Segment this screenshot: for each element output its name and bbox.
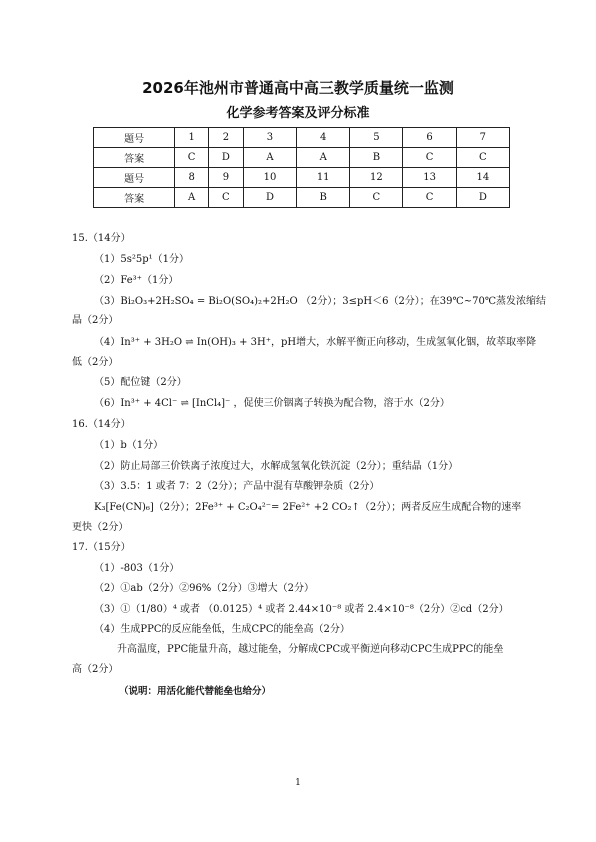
table-cell: D — [208, 148, 243, 168]
page-title: 2026年池州市普通高中高三教学质量统一监测 — [142, 79, 454, 97]
q16-answer-4: K₃[Fe(CN)₆]（2分）；2Fe³⁺ + C₂O₄²⁻= 2Fe²⁺ +2 CO₂↑（2分）；两者反应生成配合物的速率 — [94, 502, 522, 513]
q16-heading: 16.（14分） — [72, 419, 131, 430]
q17-heading: 17.（15分） — [72, 542, 131, 553]
q17-answer-4: （4）生成PPC的反应能垒低，生成CPC的能垒高（2分） — [94, 624, 350, 635]
page-subtitle: 化学参考答案及评分标准 — [226, 106, 370, 121]
table-cell: C — [350, 188, 403, 208]
table-cell: 14 — [456, 168, 509, 188]
table-cell: A — [243, 148, 296, 168]
q17-answer-2: （2）①ab（2分）②96%（2分）③增大（2分） — [94, 583, 315, 594]
q15-heading: 15.（14分） — [72, 233, 131, 244]
table-cell: 2 — [208, 128, 243, 148]
table-cell: B — [350, 148, 403, 168]
q17-answer-4-cont: 升高温度，PPC能量升高，越过能垒，分解成CPC或平衡逆向移动CPC生成PPC的能垒 — [117, 644, 504, 655]
table-cell: 12 — [350, 168, 403, 188]
q15-answer-3-cont: 晶（2分） — [72, 315, 119, 326]
table-cell: C — [175, 148, 209, 168]
table-cell: 9 — [208, 168, 243, 188]
q16-answer-3: （3）3.5：1 或者 7：2（2分）；产品中混有草酸钾杂质（2分） — [94, 481, 380, 492]
table-row-header: 题号 — [94, 168, 175, 188]
table-row-header: 答案 — [94, 188, 175, 208]
table-row — [94, 148, 510, 168]
table-cell: 8 — [175, 168, 209, 188]
page-number: 1 — [295, 778, 301, 788]
table-cell: A — [175, 188, 209, 208]
table-cell: 6 — [403, 128, 456, 148]
q16-answer-4-cont: 更快（2分） — [72, 522, 129, 533]
q17-note: （说明：用活化能代替能垒也给分） — [119, 686, 272, 697]
table-cell: 1 — [175, 128, 209, 148]
table-cell: 11 — [297, 168, 350, 188]
table-row-header: 答案 — [94, 148, 175, 168]
table-row-header: 题号 — [94, 128, 175, 148]
table-cell: D — [456, 188, 509, 208]
table-cell: B — [297, 188, 350, 208]
table-row — [94, 188, 510, 208]
table-cell: D — [243, 188, 296, 208]
table-row — [94, 128, 510, 148]
table-cell: C — [456, 148, 509, 168]
q16-answer-1: （1）b（1分） — [94, 440, 164, 451]
table-cell: 10 — [243, 168, 296, 188]
q15-answer-5: （5）配位键（2分） — [94, 377, 187, 388]
q15-answer-1: （1）5s²5p¹（1分） — [94, 254, 189, 265]
table-cell: A — [297, 148, 350, 168]
q15-answer-2: （2）Fe³⁺（1分） — [94, 275, 179, 286]
q17-answer-3: （3）①（1/80）⁴ 或者 （0.0125）⁴ 或者 2.44×10⁻⁸ 或者 2.4×10⁻⁸（2分）②cd（2分） — [94, 604, 509, 615]
q15-answer-6: （6）In³⁺ + 4Cl⁻ ⇌ [InCl₄]⁻ ，促使三价铟离子转换为配合物，溶于水（2分） — [94, 398, 450, 409]
q17-answer-1: （1）-803（1分） — [94, 563, 180, 574]
table-cell: 5 — [350, 128, 403, 148]
q16-answer-2: （2）防止局部三价铁离子浓度过大，水解成氢氧化铁沉淀（2分）；重结晶（1分） — [94, 461, 459, 472]
q17-answer-4-cont2: 高（2分） — [72, 664, 119, 675]
table-cell: C — [208, 188, 243, 208]
table-cell: C — [403, 188, 456, 208]
q15-answer-4-cont: 低（2分） — [72, 357, 119, 368]
table-cell: 13 — [403, 168, 456, 188]
table-row — [94, 168, 510, 188]
answer-table — [93, 127, 510, 208]
q15-answer-3: （3）Bi₂O₃+2H₂SO₄ = Bi₂O(SO₄)₂+2H₂O （2分）；3≤pH＜6（2分）；在39℃~70℃蒸发浓缩结 — [94, 296, 547, 307]
q15-answer-4: （4）In³⁺ + 3H₂O ⇌ In(OH)₃ + 3H⁺，pH增大，水解平衡正向移动，生成氢氧化铟，故萃取率降 — [94, 337, 537, 348]
table-cell: C — [403, 148, 456, 168]
table-cell: 3 — [243, 128, 296, 148]
table-cell: 4 — [297, 128, 350, 148]
table-cell: 7 — [456, 128, 509, 148]
